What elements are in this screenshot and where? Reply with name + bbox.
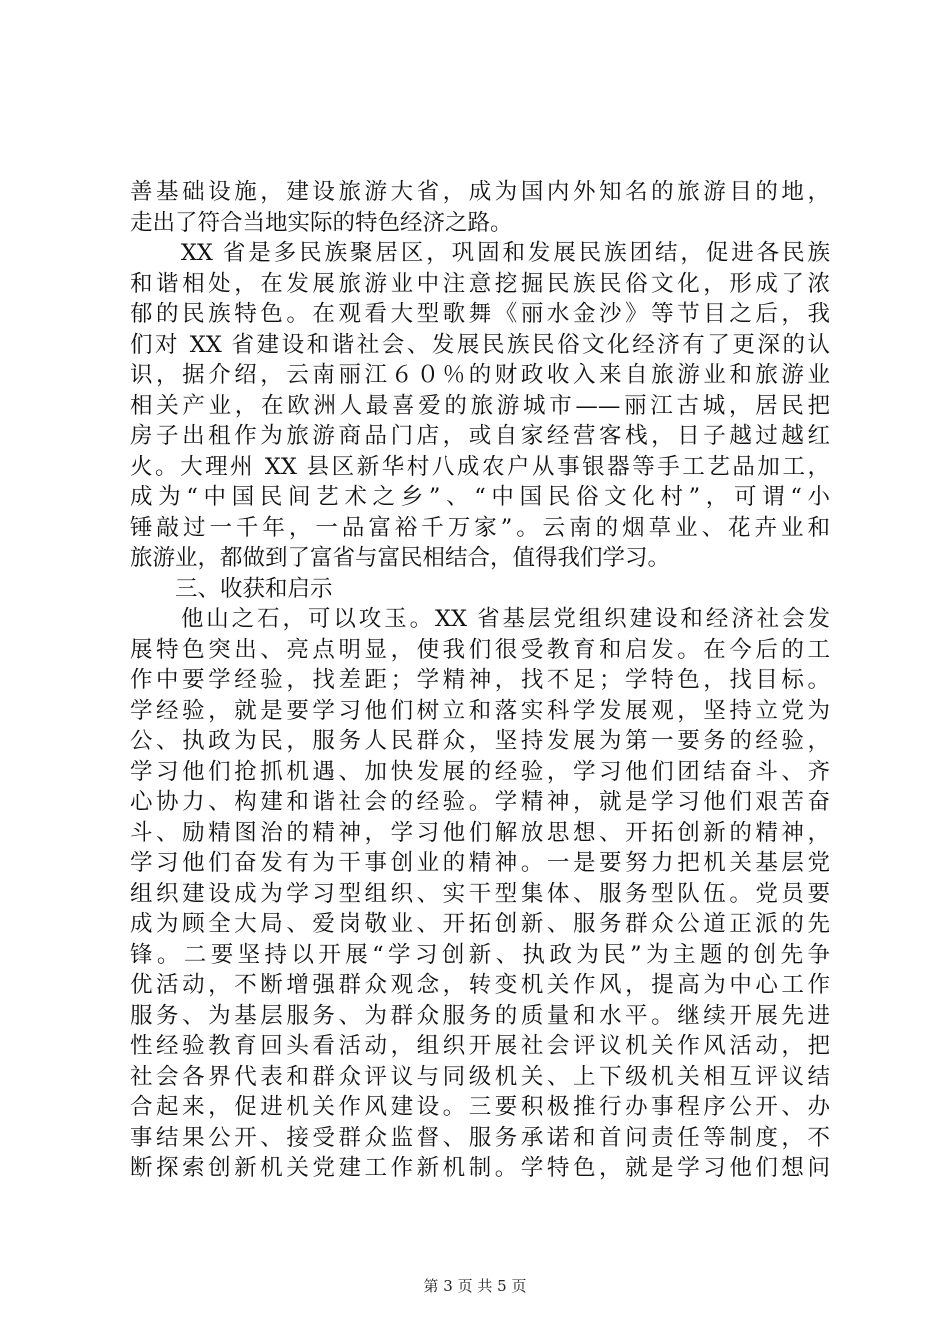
text-line: 斗、励精图治的精神，学习他们解放思想、开拓创新的精神， (130, 819, 830, 846)
text-line: 火。大理州 XX 县区新华村八成农户从事银器等手工艺品加工， (130, 453, 830, 480)
text-line: 事结果公开、接受群众监督、服务承诺和首问责任等制度，不 (130, 1124, 830, 1151)
text-line: 成为“中国民间艺术之乡”、“中国民俗文化村”，可谓“小 (130, 484, 830, 510)
text-line: 学经验，就是要学习他们树立和落实科学发展观，坚持立党为 (130, 697, 830, 724)
page-footer: 第 3 页 共 5 页 (423, 1277, 527, 1295)
text-line: 公、执政为民，服务人民群众，坚持发展为第一要务的经验， (130, 728, 830, 754)
text-line: 和谐相处，在发展旅游业中注意挖掘民族民俗文化，形成了浓 (130, 270, 830, 297)
text-line: 展特色突出、亮点明显，使我们很受教育和启发。在今后的工 (130, 636, 830, 663)
text-line: 优活动，不断增强群众观念，转变机关作风，提高为中心工作 (130, 972, 830, 998)
text-line: 社会各界代表和群众评议与同级机关、上下级机关相互评议结 (130, 1063, 830, 1090)
text-line: 善基础设施，建设旅游大省，成为国内外知名的旅游目的地， (130, 179, 830, 205)
text-line: 学习他们奋发有为干事创业的精神。一是要努力把机关基层党 (130, 850, 830, 876)
text-line: 相关产业，在欧洲人最喜爱的旅游城市——丽江古城，居民把 (130, 392, 830, 419)
text-line: 识，据介绍，云南丽江６０％的财政收入来自旅游业和旅游业 (130, 362, 830, 388)
text-line: 学习他们抢抓机遇、加快发展的经验，学习他们团结奋斗、齐 (130, 758, 830, 785)
text-line: 们对 XX 省建设和谐社会、发展民族民俗文化经济有了更深的认 (130, 331, 830, 358)
text-line: 合起来，促进机关作风建设。三要积极推行办事程序公开、办 (130, 1094, 830, 1120)
text-line: 走出了符合当地实际的特色经济之路。 (130, 209, 513, 236)
text-line: 成为顾全大局、爱岗敬业、开拓创新、服务群众公道正派的先 (130, 911, 830, 937)
text-line: 作中要学经验，找差距；学精神，找不足；学特色，找目标。 (130, 667, 830, 693)
text-line: 房子出租作为旅游商品门店，或自家经营客栈，日子越过越红 (130, 423, 830, 449)
text-line: 锤敲过一千年，一品富裕千万家”。云南的烟草业、花卉业和 (130, 514, 830, 541)
text-line: 组织建设成为学习型组织、实干型集体、服务型队伍。党员要 (130, 880, 830, 907)
text-line: 锋。二要坚持以开展“学习创新、执政为民”为主题的创先争 (130, 941, 830, 968)
text-line: 旅游业，都做到了富省与富民相结合，值得我们学习。 (130, 545, 671, 571)
text-line: 性经验教育回头看活动，组织开展社会评议机关作风活动，把 (130, 1033, 830, 1059)
text-line: 心协力、构建和谐社会的经验。学精神，就是学习他们艰苦奋 (130, 789, 830, 815)
text-line: 服务、为基层服务、为群众服务的质量和水平。继续开展先进 (130, 1002, 830, 1029)
text-line: 郁的民族特色。在观看大型歌舞《丽水金沙》等节目之后，我 (130, 301, 830, 327)
document-body (130, 177, 830, 1184)
text-line: 他山之石，可以攻玉。XX 省基层党组织建设和经济社会发 (130, 606, 830, 632)
text-line: 断探索创新机关党建工作新机制。学特色，就是学习他们想问 (130, 1155, 830, 1181)
section-heading: 三、收获和启示 (130, 575, 333, 602)
text-line: XX 省是多民族聚居区，巩固和发展民族团结，促进各民族 (130, 240, 830, 266)
